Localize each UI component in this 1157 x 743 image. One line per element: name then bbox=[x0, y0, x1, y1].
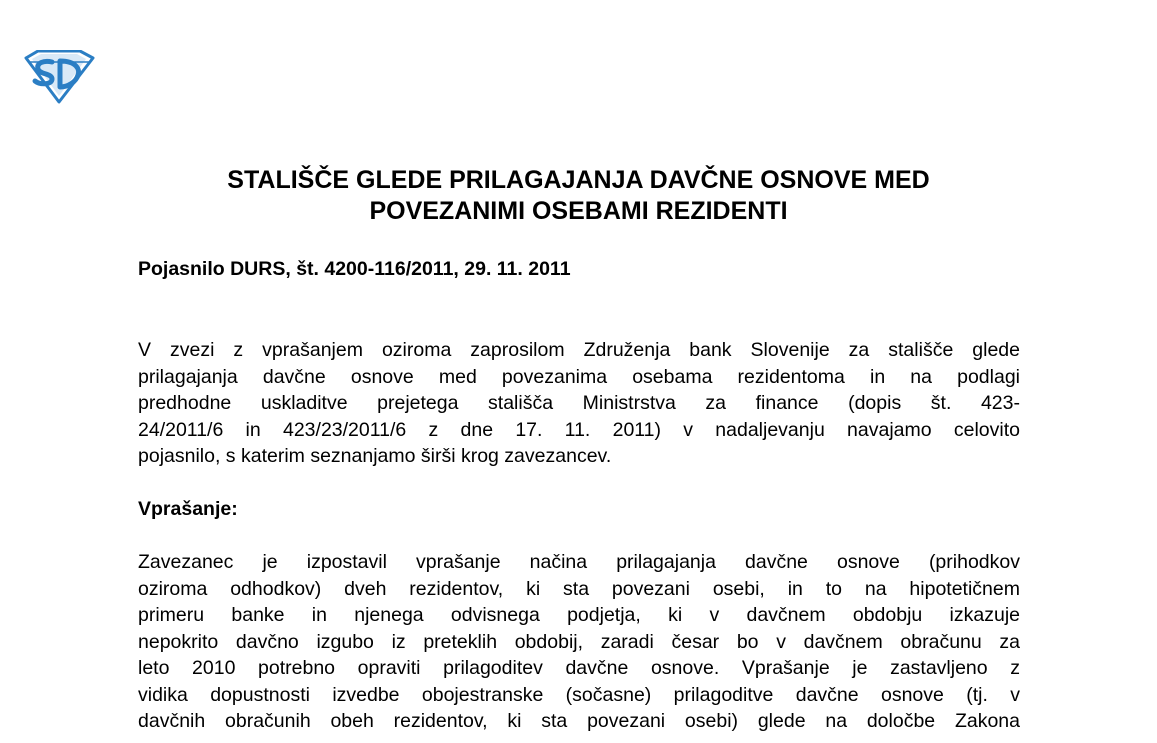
paragraph-line: prilagajanja davčne osnove med povezanima osebama rezidentoma in na podlagi bbox=[138, 365, 1020, 388]
question-heading: Vprašanje: bbox=[138, 498, 238, 520]
sd-logo bbox=[22, 50, 96, 104]
paragraph-line: leto 2010 potrebno opraviti prilagoditev davčne osnove. Vprašanje je zastavljeno z bbox=[138, 657, 1020, 679]
document-reference: Pojasnilo DURS, št. 4200-116/2011, 29. 11. 2011 bbox=[138, 258, 571, 280]
paragraph-line: 24/2011/6 in 423/23/2011/6 z dne 17. 11. 2011) v nadaljevanju navajamo celovito bbox=[138, 418, 1020, 441]
document-title-line-1: STALIŠČE GLEDE PRILAGAJANJA DAVČNE OSNOVE MED bbox=[227, 166, 930, 194]
paragraph-line: V zvezi z vprašanjem oziroma zaprosilom Združenja bank Slovenije za stališče glede bbox=[138, 339, 1020, 361]
paragraph-line: predhodne uskladitve prejetega stališča Ministrstva za finance (dopis št. 423- bbox=[138, 392, 1020, 414]
paragraph-line: primeru banke in njenega odvisnega podjetja, ki v davčnem obdobju izkazuje bbox=[138, 604, 1020, 626]
paragraph-line: Zavezanec je izpostavil vprašanje načina prilagajanja davčne osnove (prihodkov bbox=[138, 551, 1020, 573]
question-paragraph bbox=[138, 549, 1020, 735]
sd-diamond-logo-icon bbox=[22, 50, 96, 104]
paragraph-line: pojasnilo, s katerim seznanjamo širši krog zavezancev. bbox=[138, 445, 612, 467]
paragraph-line: davčnih obračunih obeh rezidentov, ki sta povezani osebi) glede na določbe Zakona bbox=[138, 710, 1020, 732]
document-title-line-2: POVEZANIMI OSEBAMI REZIDENTI bbox=[369, 197, 788, 225]
intro-paragraph bbox=[138, 337, 1020, 470]
paragraph-line: nepokrito davčno izgubo iz preteklih obdobij, zaradi česar bo v davčnem obračunu za bbox=[138, 630, 1020, 653]
paragraph-line: vidika dopustnosti izvedbe obojestranske (sočasne) prilagoditve davčne osnove (tj. v bbox=[138, 683, 1020, 706]
paragraph-line: oziroma odhodkov) dveh rezidentov, ki sta povezani osebi, in to na hipotetičnem bbox=[138, 577, 1020, 600]
